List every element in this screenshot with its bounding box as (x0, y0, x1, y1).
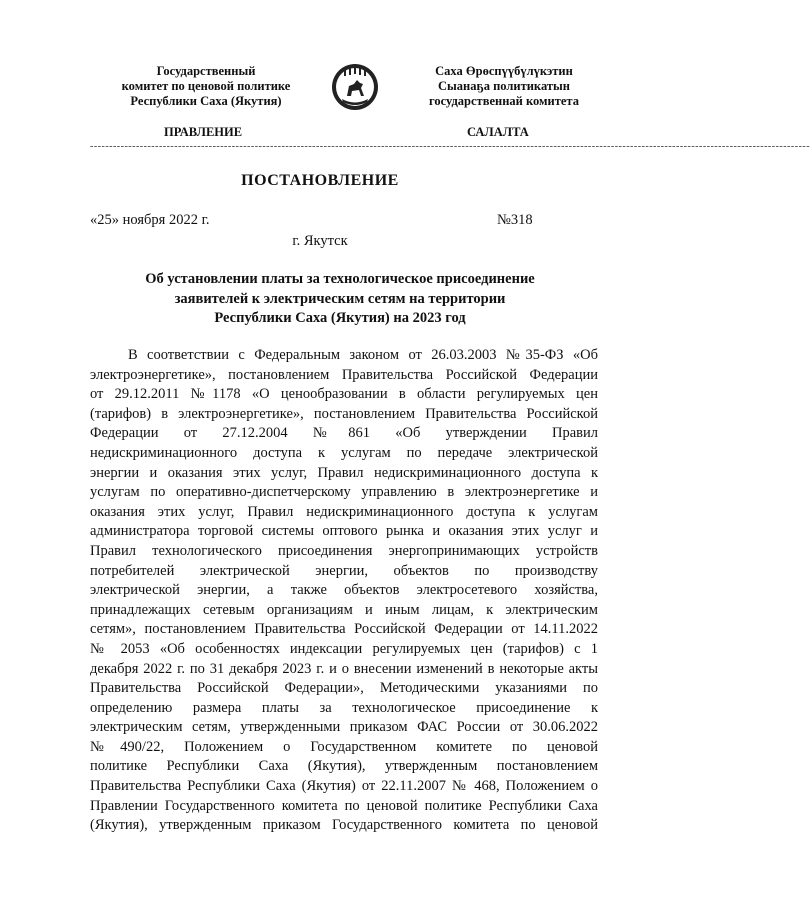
body-line: электрической энергии, а также объектов электросетевого хозяйства, (90, 582, 598, 599)
body-line: от 29.12.2011 №1178 «О ценообразовании в области регулируемых цен (90, 386, 598, 403)
org-line: Республики Саха (Якутия) (130, 94, 282, 108)
body-line: (Якутия), утвержденным приказом Государственного комитета по ценовой (90, 817, 598, 834)
body-line: политике Республики Саха (Якутия), утвержденным постановлением (90, 758, 598, 775)
body-line: №490/22, Положением о Государственном комитете по ценовой (90, 738, 598, 755)
body-line: потребителей электрической энергии, объектов по производству (90, 562, 598, 579)
board-label-russian: ПРАВЛЕНИЕ (164, 125, 243, 139)
organization-name-yakut (404, 64, 604, 109)
document-body (90, 346, 598, 836)
header-divider: -------------------------------------------------------------------------------------------------------------------------------------------------------------------------------------------- (90, 141, 810, 152)
board-label-yakut: САЛАЛТА (467, 125, 529, 139)
yakutia-coat-of-arms-icon (330, 62, 380, 112)
heading-line: заявителей к электрическим сетям на территории (174, 290, 506, 307)
document-date: «25» ноября 2022 г. (90, 212, 210, 228)
org-line: Государственный (156, 64, 256, 78)
body-line: энергии и оказания этих услуг, Правил недискриминационного доступа к (90, 464, 598, 481)
document-type-title: ПОСТАНОВЛЕНИЕ (241, 172, 399, 189)
body-line: определению размера платы за технологическое присоединение к (90, 699, 598, 716)
body-line: принадлежащих сетевым организациям и иным лицам, к электрическим (90, 601, 598, 618)
body-line: Правительства Российской Федерации», Методическими указаниями по (90, 680, 598, 697)
body-line: услугам по оперативно-диспетчерскому управлению в электроэнергетике и (90, 484, 598, 501)
heading-line: Республики Саха (Якутия) на 2023 год (214, 310, 466, 326)
body-line: сетям», постановлением Правительства Российской Федерации от 14.11.2022 (90, 621, 598, 638)
org-line: государственнай комитета (429, 94, 579, 108)
org-line: Саха Өрөспүүбүлүкэтин (435, 64, 573, 78)
body-line: недискриминационного доступа к услугам по передаче электрической (90, 444, 598, 461)
body-line: Федерации от 27.12.2004 №861 «Об утверждении Правил (90, 425, 598, 442)
body-line: оказания этих услуг, Правил недискриминационного доступа к услугам (90, 503, 598, 520)
body-line: № 2053 «Об особенностях индексации регулируемых цен (тарифов) с 1 (90, 640, 598, 657)
body-line: (тарифов) в электроэнергетике», постановлением Правительства Российской (90, 405, 598, 422)
organization-name-russian (106, 64, 306, 109)
body-line: администратора торговой системы оптового рынка и оказания этих услуг и (90, 523, 598, 540)
heading-line: Об установлении платы за технологическое присоединение (145, 271, 535, 287)
org-line: комитет по ценовой политике (121, 79, 291, 93)
body-line: электрическим сетям, утвержденными приказом ФАС России от 30.06.2022 (90, 719, 598, 736)
body-line: Правительства Республики Саха (Якутия) от 22.11.2007 № 468, Положением о (90, 778, 598, 795)
org-line: Сыанаҕа политикатын (438, 79, 570, 93)
document-number: №318 (497, 212, 533, 228)
body-line: В соответствии с Федеральным законом от 26.03.2003 №35-ФЗ «Об (128, 347, 598, 363)
body-line: электроэнергетике», постановлением Правительства Российской Федерации (90, 366, 598, 383)
body-line: Правлении Государственного комитета по ценовой политике Республики Саха (90, 797, 598, 814)
document-heading (90, 270, 590, 329)
document-city: г. Якутск (292, 233, 348, 249)
body-line: декабря 2022 г. по 31 декабря 2023 г. и о внесении изменений в некоторые акты (90, 660, 598, 677)
body-line: Правил технологического присоединения энергопринимающих устройств (90, 542, 598, 559)
